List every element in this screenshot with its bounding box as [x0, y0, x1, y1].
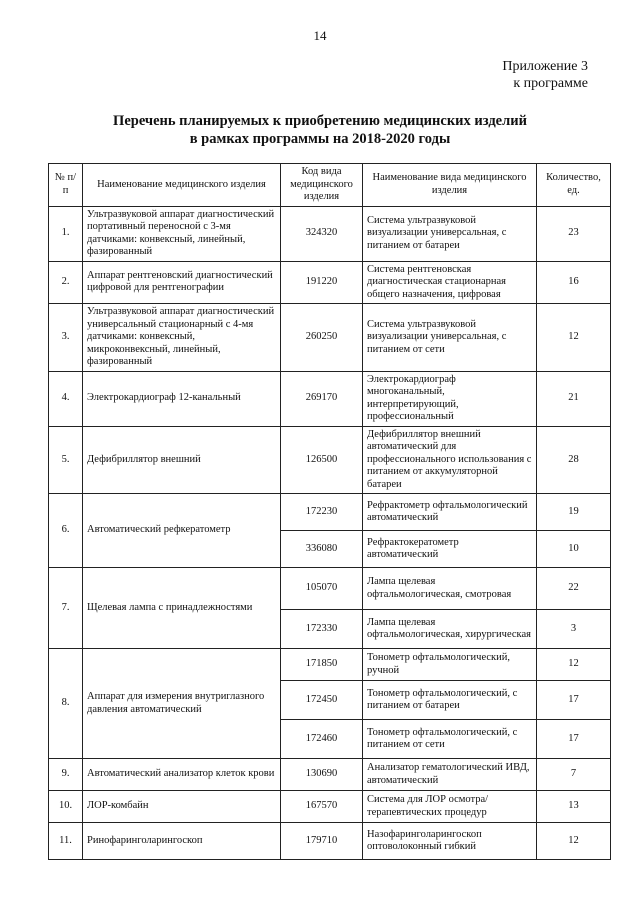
row-num: 10.	[49, 791, 83, 823]
device-name: Электрокардиограф 12-канальный	[83, 371, 281, 426]
device-type-name: Рефрактометр офтальмологический автоматический	[363, 494, 537, 531]
title-line-1: Перечень планируемых к приобретению медицинских изделий	[113, 113, 527, 129]
device-code: 269170	[281, 371, 363, 426]
device-code: 171850	[281, 649, 363, 681]
appendix-note	[502, 58, 588, 92]
device-quantity: 17	[537, 681, 611, 720]
device-quantity: 7	[537, 759, 611, 791]
device-code: 172450	[281, 681, 363, 720]
device-type-name: Анализатор гематологический ИВД, автоматический	[363, 759, 537, 791]
device-code: 172460	[281, 720, 363, 759]
page-number: 14	[313, 28, 327, 43]
device-code: 126500	[281, 426, 363, 494]
table-row	[49, 568, 611, 610]
row-num: 1.	[49, 206, 83, 261]
device-code: 324320	[281, 206, 363, 261]
device-type-name: Система рентгеновская диагностическая стационарная общего назначения, цифровая	[363, 261, 537, 304]
device-type-name: Система ультразвуковой визуализации универсальная, с питанием от батареи	[363, 206, 537, 261]
row-num: 8.	[49, 649, 83, 759]
device-code: 167570	[281, 791, 363, 823]
device-quantity: 12	[537, 304, 611, 372]
row-num: 11.	[49, 823, 83, 860]
device-type-name: Лампа щелевая офтальмологическая, смотровая	[363, 568, 537, 610]
header-qty: Количество, ед.	[537, 164, 611, 207]
device-code: 105070	[281, 568, 363, 610]
device-quantity: 19	[537, 494, 611, 531]
device-name: Ринофаринголарингоскоп	[83, 823, 281, 860]
device-quantity: 12	[537, 649, 611, 681]
header-code: Код вида медицинского изделия	[281, 164, 363, 207]
device-quantity: 17	[537, 720, 611, 759]
document-title	[0, 112, 640, 148]
device-quantity: 3	[537, 610, 611, 649]
device-type-name: Назофаринголарингоскоп оптоволоконный гибкий	[363, 823, 537, 860]
table-header-row	[49, 164, 611, 207]
device-table	[48, 163, 611, 860]
row-num: 5.	[49, 426, 83, 494]
table-row	[49, 426, 611, 494]
device-quantity: 16	[537, 261, 611, 304]
header-num: № п/п	[49, 164, 83, 207]
device-code: 172330	[281, 610, 363, 649]
device-quantity: 12	[537, 823, 611, 860]
device-name: Аппарат рентгеновский диагностический цифровой для рентгенографии	[83, 261, 281, 304]
device-type-name: Рефрактокератометр автоматический	[363, 531, 537, 568]
device-quantity: 13	[537, 791, 611, 823]
device-type-name: Система для ЛОР осмотра/терапевтических процедур	[363, 791, 537, 823]
device-name: Дефибриллятор внешний	[83, 426, 281, 494]
device-type-name: Система ультразвуковой визуализации универсальная, с питанием от сети	[363, 304, 537, 372]
row-num: 9.	[49, 759, 83, 791]
device-name: ЛОР-комбайн	[83, 791, 281, 823]
row-num: 6.	[49, 494, 83, 568]
row-num: 3.	[49, 304, 83, 372]
table-row	[49, 649, 611, 681]
row-num: 2.	[49, 261, 83, 304]
title-line-2: в рамках программы на 2018-2020 годы	[189, 131, 451, 147]
row-num: 7.	[49, 568, 83, 649]
table-row	[49, 759, 611, 791]
table-row	[49, 261, 611, 304]
device-quantity: 28	[537, 426, 611, 494]
table-row	[49, 304, 611, 372]
device-name: Автоматический анализатор клеток крови	[83, 759, 281, 791]
device-type-name: Дефибриллятор внешний автоматический для профессионального использования с питанием от аккумуляторной батареи	[363, 426, 537, 494]
device-type-name: Лампа щелевая офтальмологическая, хирургическая	[363, 610, 537, 649]
device-code: 336080	[281, 531, 363, 568]
appendix-line-2: к программе	[513, 76, 588, 91]
device-type-name: Тонометр офтальмологический, с питанием от сети	[363, 720, 537, 759]
device-type-name: Тонометр офтальмологический, ручной	[363, 649, 537, 681]
table-row	[49, 494, 611, 531]
device-name: Щелевая лампа с принадлежностями	[83, 568, 281, 649]
device-name: Аппарат для измерения внутриглазного давления автоматический	[83, 649, 281, 759]
device-name: Ультразвуковой аппарат диагностический универсальный стационарный с 4-мя датчиками: конвексный, микроконвексный, линейный, фазированный	[83, 304, 281, 372]
row-num: 4.	[49, 371, 83, 426]
table-row	[49, 791, 611, 823]
device-quantity: 21	[537, 371, 611, 426]
table-row	[49, 823, 611, 860]
device-code: 130690	[281, 759, 363, 791]
device-code: 260250	[281, 304, 363, 372]
table-row	[49, 206, 611, 261]
device-code: 179710	[281, 823, 363, 860]
device-name: Ультразвуковой аппарат диагностический портативный переносной с 3-мя датчиками: конвексный, линейный, фазированный	[83, 206, 281, 261]
header-vname: Наименование вида медицинского изделия	[363, 164, 537, 207]
device-name: Автоматический рефкератометр	[83, 494, 281, 568]
table-row	[49, 371, 611, 426]
header-name: Наименование медицинского изделия	[83, 164, 281, 207]
appendix-line-1: Приложение 3	[502, 59, 588, 74]
device-type-name: Тонометр офтальмологический, с питанием от батареи	[363, 681, 537, 720]
device-code: 191220	[281, 261, 363, 304]
device-quantity: 10	[537, 531, 611, 568]
device-quantity: 23	[537, 206, 611, 261]
device-quantity: 22	[537, 568, 611, 610]
device-code: 172230	[281, 494, 363, 531]
device-type-name: Электрокардиограф многоканальный, интерпретирующий, профессиональный	[363, 371, 537, 426]
